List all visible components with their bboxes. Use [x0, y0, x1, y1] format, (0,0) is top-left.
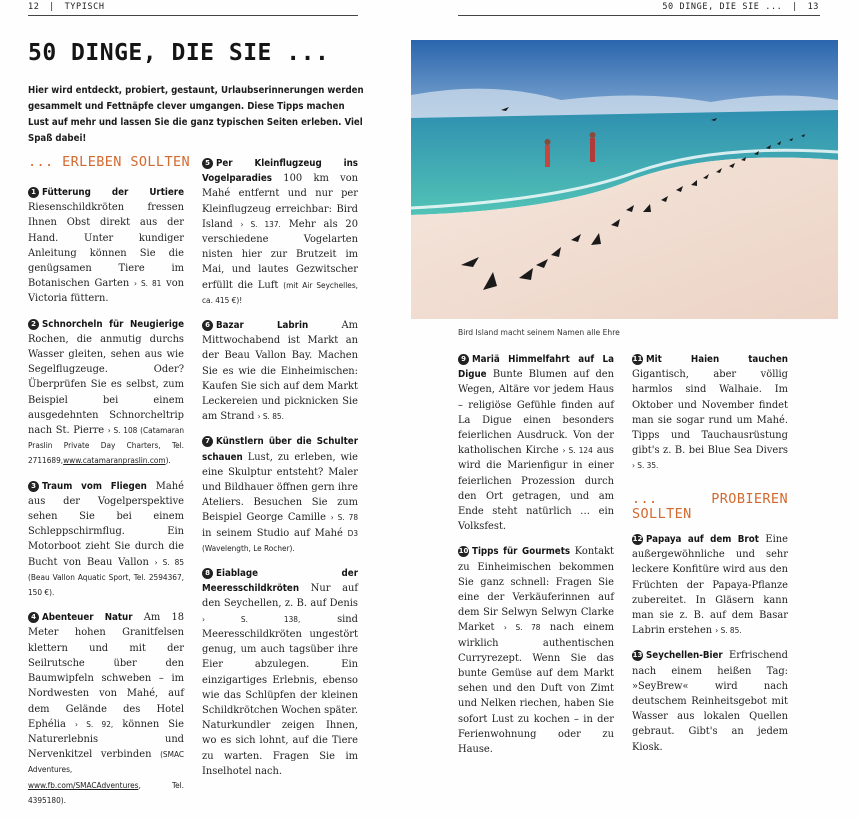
item-body: Bunte Blumen auf den Wegen, Altäre vor jedem Haus – religiöse Gefühle finden auf La Digue einen besonders feierlichen Ausdruck. Von der katholischen Kirche [458, 369, 614, 457]
page-reference: › S. 138, [202, 613, 301, 624]
reference-detail: D3 (Wavelength, Le Rocher). [202, 527, 359, 553]
right-header-rule [458, 15, 820, 16]
right-section-label: 50 DINGE, DIE SIE ... [662, 2, 783, 12]
page-reference: › S. 78 [503, 622, 541, 633]
list-item [458, 544, 614, 757]
item-body-tail: nach einem wirklich authentischen Curryrezept. Wenn Sie das bunte Gemüse auf dem Markt sehen und den Duft von Zimt und Nelken riechen, haben Sie sofort Lust zu kochen – in der Ferienwohnung oder zu Hause. [458, 622, 614, 756]
photo-caption: Bird Island macht seinem Namen alle Ehre [458, 328, 620, 337]
list-item [202, 318, 358, 424]
left-section-label: TYPISCH [64, 2, 105, 12]
number-badge: 5 [202, 158, 213, 169]
page-reference: › S. 137. [240, 218, 281, 229]
item-title: Abenteuer Natur [42, 612, 133, 624]
item-body: Mahé aus der Vogelperspektive sehen Sie bei einem Schleppschirmflug. Ein Motorboot zieht Sie durch die Bucht von Beau Vallon [28, 480, 184, 568]
number-badge: 4 [28, 612, 39, 623]
list-item [202, 156, 358, 308]
page-reference: › S. 81 [134, 278, 162, 289]
list-item [202, 566, 358, 779]
website-link[interactable]: www.catamaranpraslin.com [63, 455, 166, 466]
item-title: Bazar Labrin [216, 320, 309, 332]
page-reference: › S. 92, [75, 718, 114, 729]
list-item [28, 610, 184, 808]
reference-close: , Tel. 4395180). [28, 779, 184, 805]
section-heading-erleben: ... ERLEBEN SOLLTEN [28, 154, 191, 170]
bird-island-photo [411, 40, 838, 319]
section-heading-probieren: ... PROBIEREN SOLLTEN [632, 490, 788, 522]
item-body: Rochen, die anmutig durchs Wasser gleiten, sehen aus wie Segelflugzeuge. Oder? Überprüfen Sie es selbst, zum Beispiel bei einem ausgedehnten Schnorcheltrip nach St. Pierre [28, 333, 184, 437]
item-body-tail: von Victoria füttern. [28, 278, 185, 305]
number-badge: 7 [202, 436, 213, 447]
item-title: Schnorcheln für Neugierige [42, 318, 184, 330]
item-body: Nur auf den Seychellen, z. B. auf Denis [202, 583, 359, 610]
number-badge: 12 [632, 535, 643, 544]
item-title: Mit Haien tauchen [646, 354, 788, 365]
item-body: Am Mittwochabend ist Markt an der Beau Vallon Bay. Machen Sie es wie die Einheimischen: Kaufen Sie sich auf dem Markt Leckereien und picknicken Sie am Strand [202, 320, 359, 423]
item-body-tail: sind Meeresschildkröten ungestört genug, um auch tagsüber ihre Eier abzulegen. Ein einzigartiges Erlebnis, ebenso wie das Schlüpfen der kleinen Schildkrötchen Wochen später. Naturkundler zeigen Ihnen, wo es sich lohnt, auf die Tiere zu warten. Fragen Sie im Inselhotel nach. [202, 613, 358, 777]
list-item [28, 479, 184, 601]
number-badge: 8 [202, 568, 213, 579]
right-running-header: 50 DINGE, DIE SIE ... | 13 [662, 2, 819, 12]
column-2 [202, 156, 358, 789]
item-body: Riesenschildkröten fressen Ihnen Obst direkt aus der Hand. Unter kundiger Anleitung können Sie die genügsamen Tiere im Botanischen Garten [28, 202, 184, 290]
number-badge: 11 [632, 355, 643, 363]
item-body: Eine außergewöhnliche und sehr leckere Konfitüre wird aus den Früchten der Papaya-Pflanze zubereitet. In Gläsern kann man sie z. B. auf dem Basar Labrin erstehen [632, 534, 788, 637]
left-running-header: 12 | TYPISCH [28, 2, 105, 12]
reference-detail: (SMAC Adventures, [28, 749, 185, 775]
item-title: Traum vom Fliegen [42, 480, 147, 492]
right-page-number: 13 [807, 2, 819, 12]
reference-detail: (mit Air Seychelles, ca. 415 €)! [202, 279, 358, 305]
column-3 [458, 352, 614, 767]
list-item [632, 532, 788, 638]
number-badge: 6 [202, 320, 213, 331]
column-1 [28, 185, 184, 818]
page-reference: › S. 78 [330, 512, 359, 523]
item-body: Gigantisch, aber völlig harmlos sind Walhaie. Im Oktober und November findet man sie sogar rund um Mahé. Tipps und Tauchausrüstung gibt's z. B. bei Blue Sea Divers [632, 369, 788, 457]
list-item [202, 434, 358, 556]
item-title: Mariä Himmelfahrt auf La Digue [458, 354, 614, 381]
item-title: Per Kleinflugzeug ins Vogelparadies [202, 158, 358, 185]
item-body: Kontakt zu Einheimischen bekommen Sie ganz schnell: Fragen Sie eine der Verkäuferinnen auf dem Sir Selwyn Selwyn Clarke Market [458, 546, 614, 634]
left-header-rule [28, 15, 358, 16]
list-item [632, 352, 788, 474]
column-4 [632, 352, 788, 765]
item-title: Fütterung der Urtiere [42, 187, 184, 198]
number-badge: 13 [632, 651, 643, 660]
item-title: Tipps für Gourmets [472, 546, 571, 558]
number-badge: 10 [458, 547, 469, 556]
beach-birds-illustration [411, 40, 838, 319]
page-title: 50 DINGE, DIE SIE ... [28, 40, 330, 66]
intro-text: Hier wird entdeckt, probiert, gestaunt, Urlaubserinnerungen werden gesammelt und Fettnäpfe clever umgangen. Diese Tipps machen Lust auf mehr und lassen Sie die ganz typischen Seiten erleben. Viel Spaß dabei! [28, 85, 364, 144]
item-body-tail: aus wird die Marienfigur in einer feierlichen Prozession durch den Ort getragen, und am Ende steht natürlich … ein Volksfest. [458, 445, 615, 533]
website-link[interactable]: www.fb.com/SMACAdventures [28, 779, 139, 790]
item-body: Am 18 Meter hohen Granitfelsen klettern und mit der Seilrutsche über den Baumwipfeln schweben – im Nordwesten von Mahé, auf dem Gelände des Hotel Ephélia [28, 612, 185, 730]
item-title: Papaya auf dem Brot [646, 534, 759, 546]
number-badge: 3 [28, 481, 39, 492]
item-title: Eiablage der Meeresschildkröten [202, 568, 358, 595]
list-item [458, 352, 614, 534]
number-badge: 9 [458, 354, 469, 365]
item-body-tail: Mehr als 20 verschiedene Vogelarten nisten hier zur Brutzeit im Mai, und lautes Gezwitscher erfüllt die Luft [202, 218, 359, 291]
page-reference: › S. 85 (Beau Vallon Aquatic Sport, Tel. 2594367, 150 €). [28, 556, 185, 598]
page-reference: › S. 124 [562, 445, 593, 456]
page-reference: › S. 85. [257, 411, 284, 422]
page-reference: › S. 85. [715, 625, 742, 636]
number-badge: 1 [28, 187, 39, 198]
item-body: Lust, zu erleben, wie eine Skulptur entsteht? Maler und Bildhauer öffnen gern ihre Ateliers. Besuchen Sie zum Beispiel George Camille [202, 451, 359, 524]
page-reference: › S. 108 (Catamaran Praslin Private Day Charters, Tel. 2711689, [28, 425, 184, 466]
page-reference: › S. 35. [632, 460, 659, 471]
list-item [632, 648, 788, 754]
item-title: Künstlern über die Schulter schauen [202, 436, 358, 463]
left-page-number: 12 [28, 2, 40, 12]
item-body-tail: können Sie Naturerlebnis und Nervenkitzel verbinden [28, 718, 185, 761]
item-body-tail: in seinem Studio auf Mahé [202, 527, 343, 539]
item-title: Seychellen-Bier [646, 650, 723, 662]
item-body: 100 km von Mahé entfernt und nur per Kleinflugzeug erreichbar: Bird Island [202, 173, 359, 230]
list-item [28, 317, 184, 469]
reference-close: ). [165, 455, 171, 466]
number-badge: 2 [28, 319, 39, 330]
list-item [28, 185, 184, 307]
item-body: Erfrischend nach einem heißen Tag: »SeyBrew« wird nach deutschem Reinheitsgebot mit Wasser aus lokalen Quellen gebraut. Gibt's an jedem Kiosk. [632, 650, 788, 753]
